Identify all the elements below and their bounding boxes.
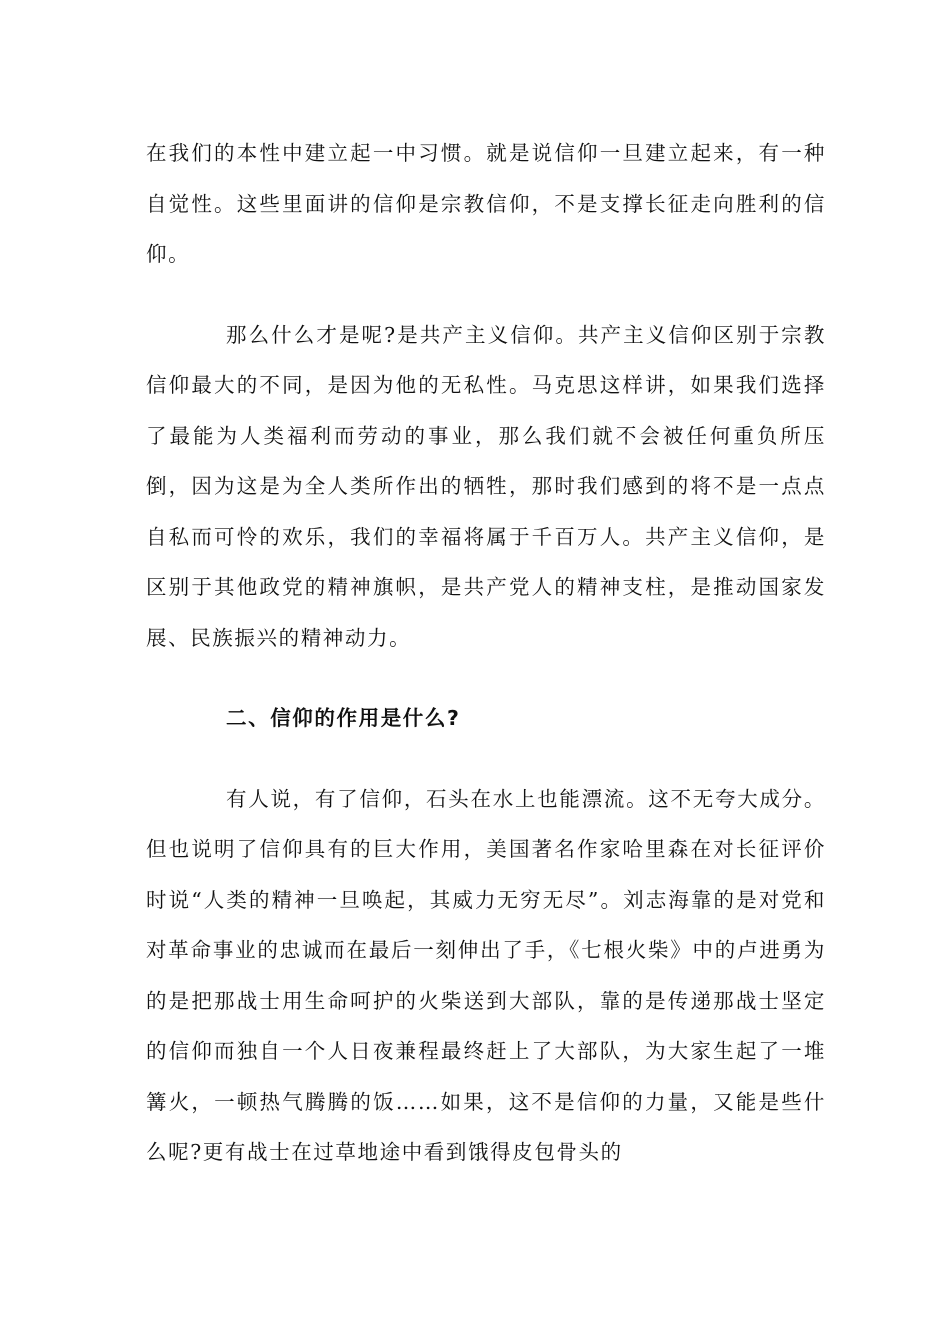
document-body [146, 128, 826, 1178]
paragraph-role-of-belief: 有人说，有了信仰，石头在水上也能漂流。这不无夸大成分。但也说明了信仰具有的巨大作用，美国著名作家哈里森在对长征评价时说“人类的精神一旦唤起，其威力无穷无尽”。刘志海靠的是对党和对革命事业的忠诚而在最后一刻伸出了手，《七根火柴》中的卢进勇为的是把那战士用生命呵护的火柴送到大部队，靠的是传递那战士坚定的信仰而独自一个人日夜兼程最终赶上了大部队，为大家生起了一堆篝火，一顿热气腾腾的饭……如果，这不是信仰的力量，又能是些什么呢?更有战士在过草地途中看到饿得皮包骨头的 [146, 786, 826, 1164]
paragraph-communist-belief: 那么什么才是呢?是共产主义信仰。共产主义信仰区别于宗教信仰最大的不同，是因为他的无私性。马克思这样讲，如果我们选择了最能为人类福利而劳动的事业，那么我们就不会被任何重负所压倒，因为这是为全人类所作出的牺牲，那时我们感到的将不是一点点自私而可怜的欢乐，我们的幸福将属于千百万人。共产主义信仰，是区别于其他政党的精神旗帜，是共产党人的精神支柱，是推动国家发展、民族振兴的精神动力。 [146, 322, 826, 650]
section-heading: 二、信仰的作用是什么? [226, 706, 461, 730]
paragraph-continuation: 在我们的本性中建立起一中习惯。就是说信仰一旦建立起来，有一种自觉性。这些里面讲的信仰是宗教信仰，不是支撑长征走向胜利的信仰。 [146, 141, 826, 266]
